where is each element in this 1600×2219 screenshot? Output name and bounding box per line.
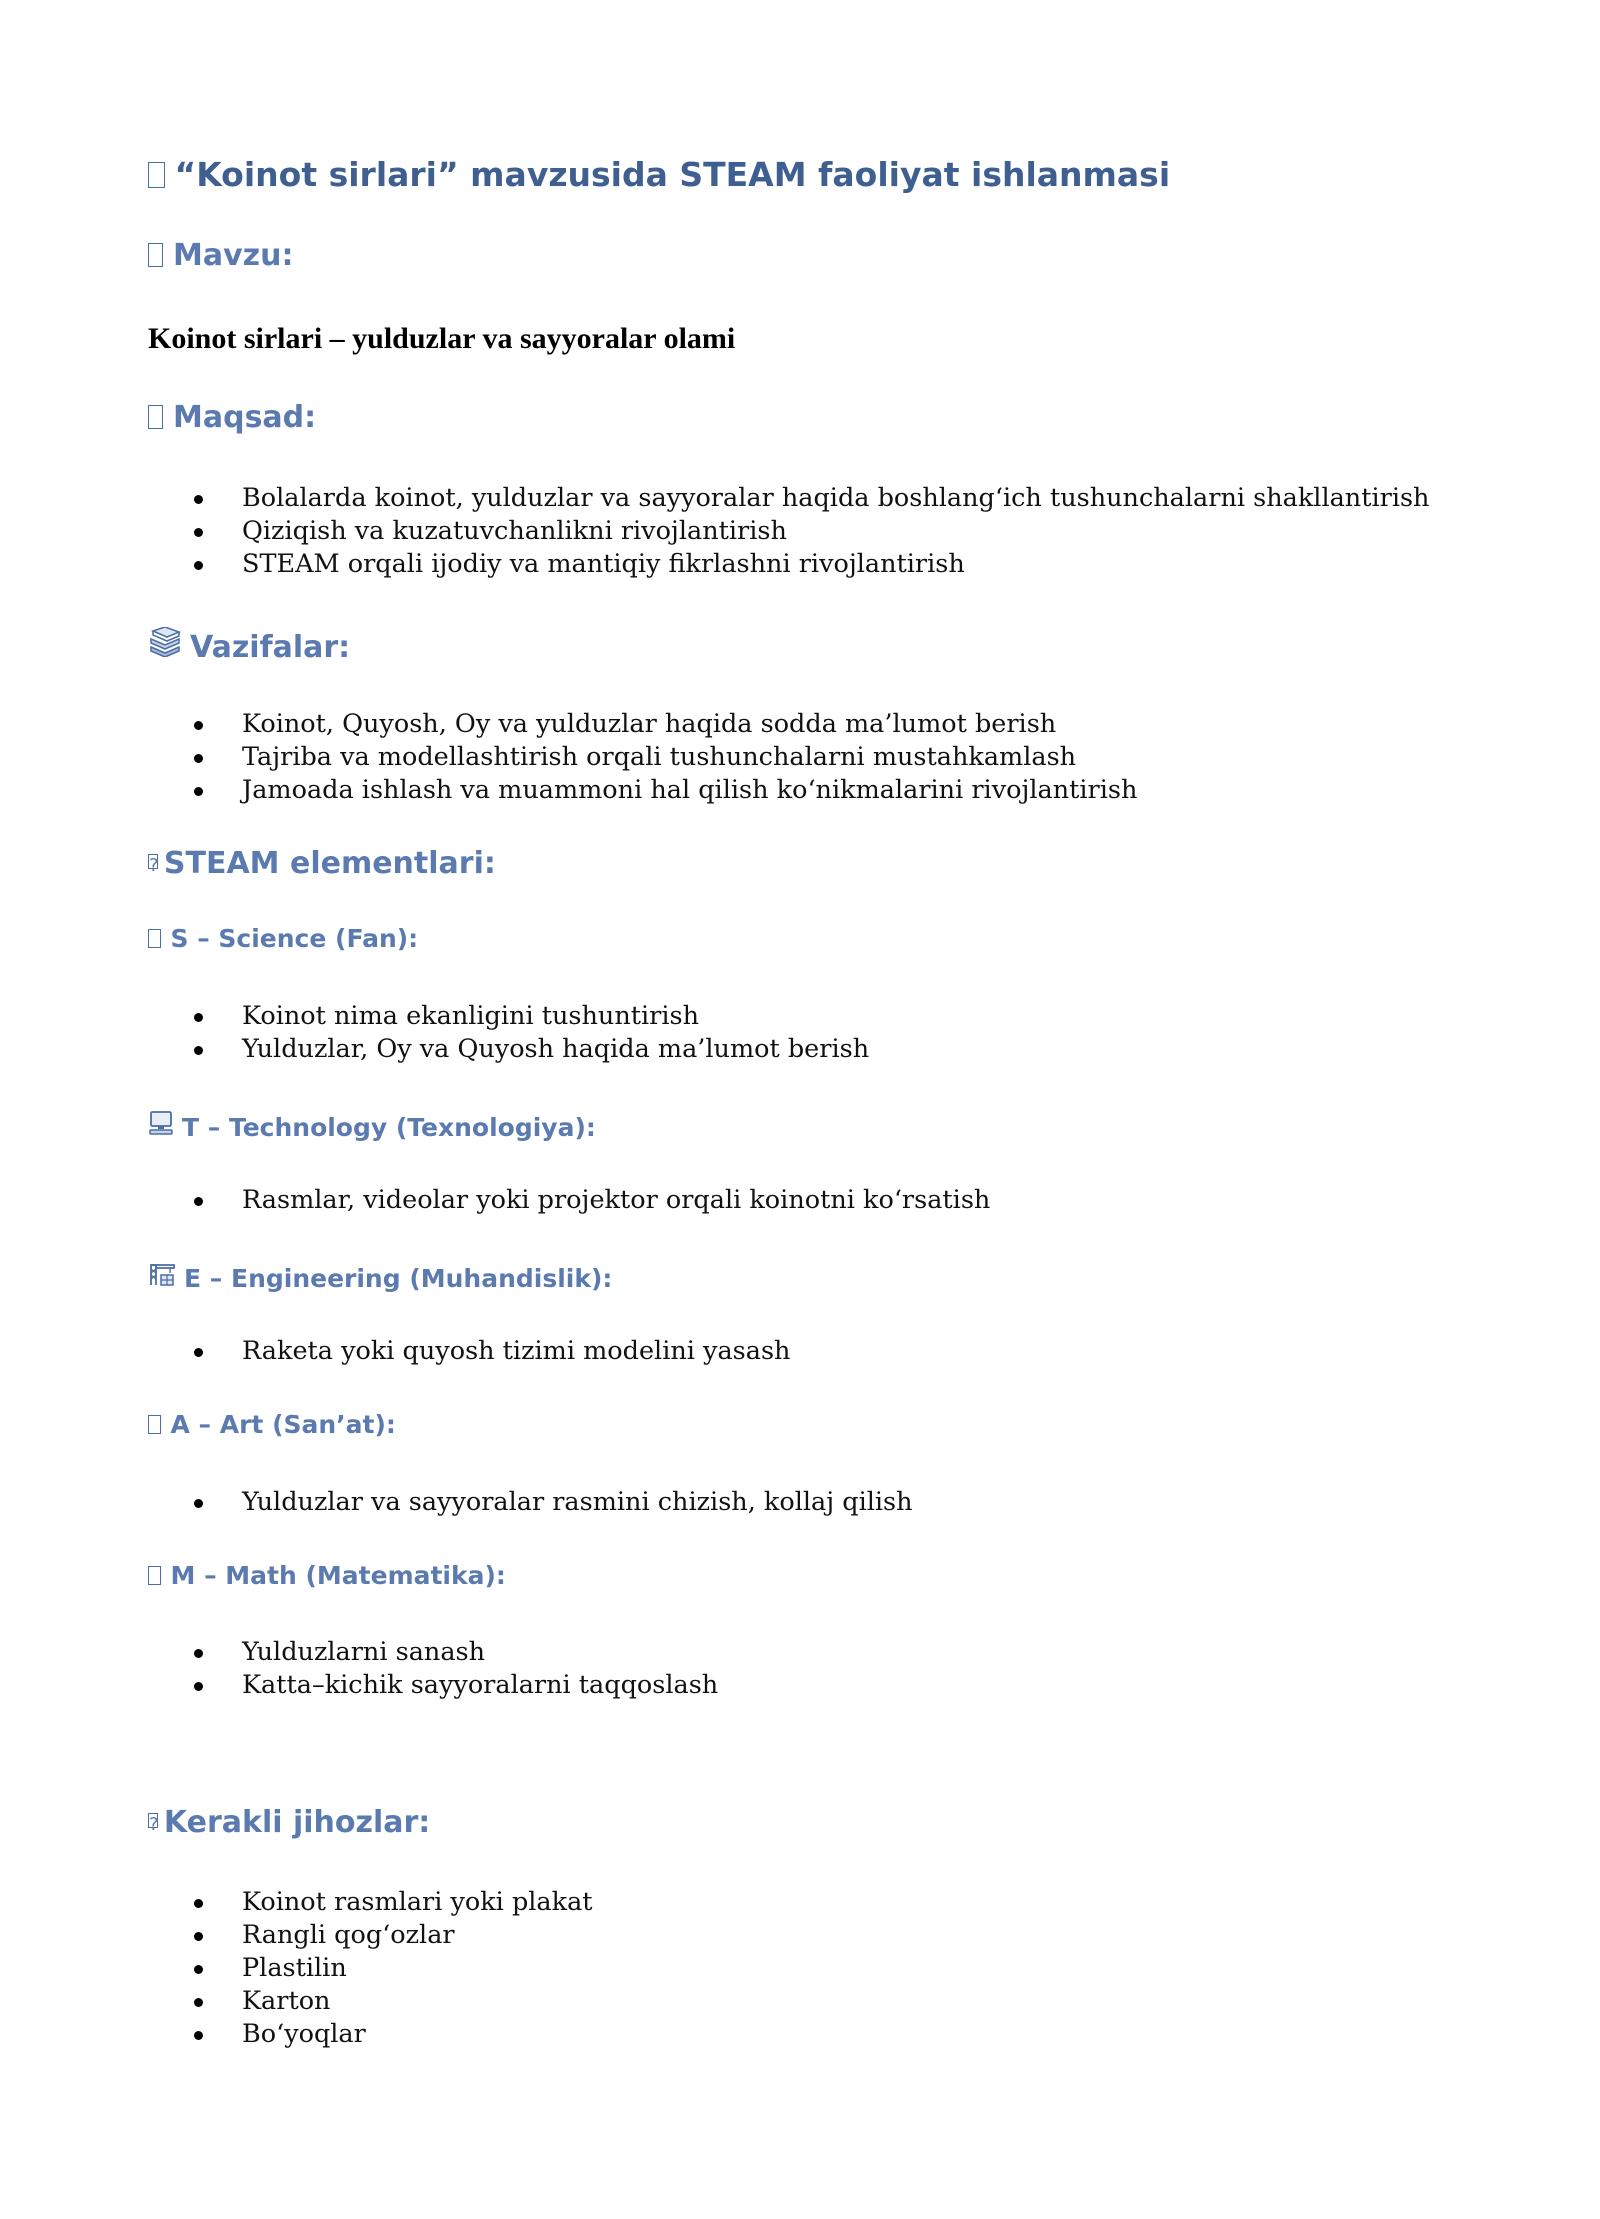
list-item: Yulduzlarni sanash [148,1636,718,1669]
list-item: Koinot, Quyosh, Oy va yulduzlar haqida sodda ma’lumot berish [148,708,1137,741]
missing-glyph-icon: ? [149,1814,159,1836]
computer-icon [148,1110,174,1140]
missing-glyph-icon [148,243,163,266]
missing-glyph-icon [148,162,165,188]
engineering-list [148,1335,790,1368]
list-item: Bo‘yoqlar [148,2018,593,2051]
mavzu-text: Koinot sirlari – yulduzlar va sayyoralar olami [148,322,736,355]
list-item: Rasmlar, videolar yoki projektor orqali koinotni ko‘rsatish [148,1184,990,1217]
list-item: Jamoada ishlash va muammoni hal qilish ko‘nikmalarini rivojlantirish [148,774,1137,807]
jihozlar-list [148,1886,593,2051]
missing-glyph-icon [148,1415,161,1435]
art-heading: A – Art (San’at): [148,1412,396,1437]
vazifalar-heading: Vazifalar: [148,627,350,663]
vazifalar-list [148,708,1137,807]
technology-list [148,1184,990,1217]
engineering-heading: E – Engineering (Muhandislik): [148,1261,612,1291]
list-item: Yulduzlar, Oy va Quyosh haqida ma’lumot berish [148,1033,869,1066]
math-list [148,1636,718,1702]
mavzu-heading: Mavzu: [148,241,293,271]
list-item: Qiziqish va kuzatuvchanlikni rivojlantirish [148,515,1429,548]
list-item: Tajriba va modellashtirish orqali tushunchalarni mustahkamlash [148,741,1137,774]
construction-icon [148,1261,176,1291]
list-item: Raketa yoki quyosh tizimi modelini yasash [148,1335,790,1368]
art-list [148,1486,913,1519]
technology-heading: T – Technology (Texnologiya): [148,1110,596,1140]
list-item: Katta–kichik sayyoralarni taqqoslash [148,1669,718,1702]
maqsad-list [148,482,1429,581]
math-heading: M – Math (Matematika): [148,1563,506,1588]
science-heading: S – Science (Fan): [148,926,418,951]
steam-heading: ? STEAM elementlari: [149,846,496,881]
jihozlar-heading: ? Kerakli jihozlar: [149,1805,431,1840]
list-item: Koinot rasmlari yoki plakat [148,1886,593,1919]
list-item: STEAM orqali ijodiy va mantiqiy fikrlashni rivojlantirish [148,548,1429,581]
books-icon [148,627,182,663]
missing-glyph-icon [148,929,161,949]
science-list [148,1000,869,1066]
missing-glyph-icon: ? [149,855,159,877]
document-title: “Koinot sirlari” mavzusida STEAM faoliyat ishlanmasi [148,158,1170,191]
list-item: Rangli qog‘ozlar [148,1919,593,1952]
list-item: Plastilin [148,1952,593,1985]
missing-glyph-icon [148,405,163,428]
list-item: Karton [148,1985,593,2018]
list-item: Yulduzlar va sayyoralar rasmini chizish, kollaj qilish [148,1486,913,1519]
list-item: Koinot nima ekanligini tushuntirish [148,1000,869,1033]
maqsad-heading: Maqsad: [148,403,316,433]
list-item: Bolalarda koinot, yulduzlar va sayyoralar haqida boshlang‘ich tushunchalarni shakllantirish [148,482,1429,515]
missing-glyph-icon [148,1566,161,1586]
